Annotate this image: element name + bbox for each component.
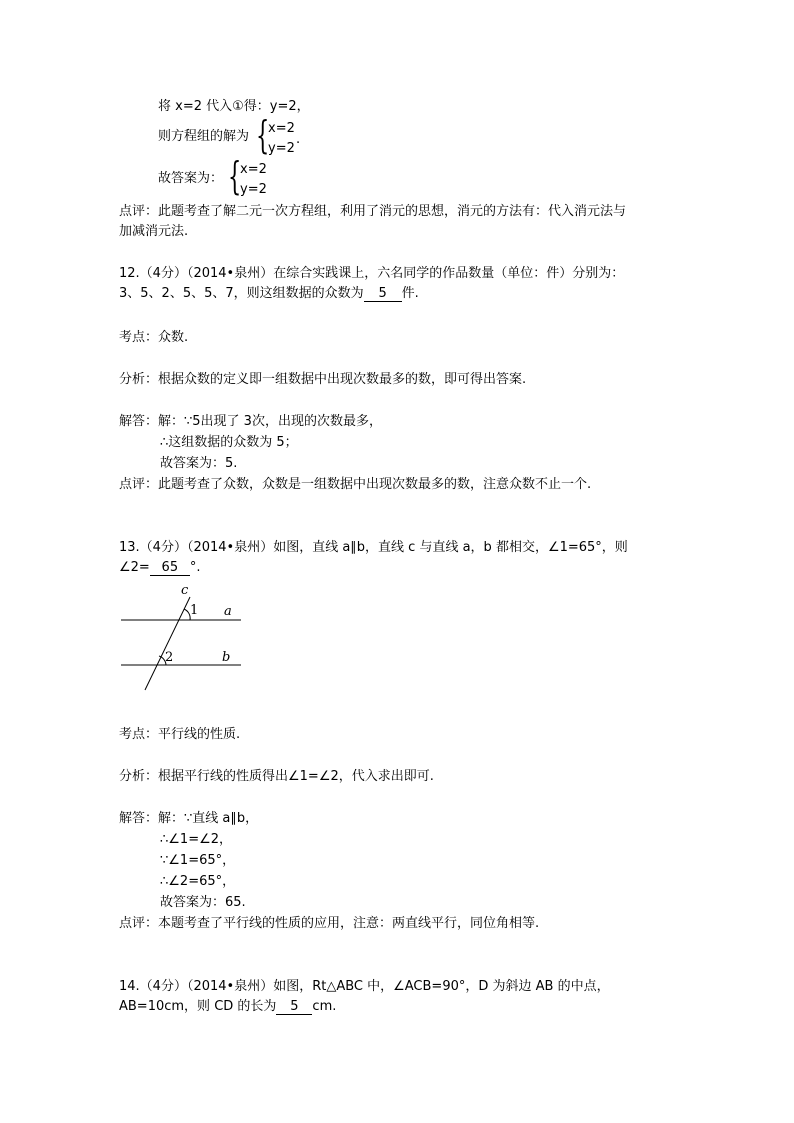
q11-answer-y: y=2 bbox=[240, 182, 267, 197]
left-brace-icon: { bbox=[228, 154, 242, 198]
q12-jieda-line2: ∴这组数据的众数为 5； bbox=[160, 435, 298, 450]
q11-solution-end: . bbox=[296, 132, 301, 147]
q11-solution-y: y=2 bbox=[268, 141, 295, 156]
q13-jieda-line4: ∴∠2=65°， bbox=[160, 874, 236, 889]
q14-question-line2 bbox=[119, 998, 336, 1016]
q13-kaodian: 考点：平行线的性质. bbox=[119, 727, 241, 742]
q11-answer-prefix: 故答案为： bbox=[158, 171, 224, 186]
q13-line2-end: °. bbox=[189, 560, 201, 575]
q11-comment-line2: 加减消元法. bbox=[119, 224, 189, 239]
q14-question-line1: 14.（4分）（2014•泉州）如图，Rt△ABC 中，∠ACB=90°，D 为斜边 AB 的中点， bbox=[119, 979, 610, 994]
q12-kaodian: 考点：众数. bbox=[119, 330, 189, 345]
q12-fenxi: 分析：根据众数的定义即一组数据中出现次数最多的数，即可得出答案. bbox=[119, 372, 527, 387]
q13-comment: 点评：本题考查了平行线的性质的应用，注意：两直线平行，同位角相等. bbox=[119, 916, 540, 931]
q13-jieda-line5: 故答案为：65. bbox=[160, 895, 246, 910]
q13-jieda-line2: ∴∠1=∠2， bbox=[160, 832, 233, 847]
q13-jieda-line3: ∵∠1=65°， bbox=[160, 853, 236, 868]
q13-question-line1: 13.（4分）（2014•泉州）如图，直线 a∥b，直线 c 与直线 a，b 都相交，∠1=65°，则 bbox=[119, 540, 628, 555]
left-brace-icon: { bbox=[256, 113, 270, 157]
q12-comment: 点评：此题考查了众数，众数是一组数据中出现次数最多的数，注意众数不止一个. bbox=[119, 477, 592, 492]
q13-fenxi: 分析：根据平行线的性质得出∠1=∠2，代入求出即可. bbox=[119, 769, 434, 784]
q12-line2-end: 件. bbox=[401, 286, 419, 301]
q12-line2-text: 3、5、2、5、5、7，则这组数据的众数为 bbox=[119, 286, 364, 301]
label-2: 2 bbox=[165, 650, 174, 665]
q11-substitute-line: 将 x=2 代入①得：y=2， bbox=[158, 99, 310, 114]
q12-jieda-line3: 故答案为：5. bbox=[160, 456, 238, 471]
line-c bbox=[145, 597, 190, 690]
label-a: a bbox=[224, 604, 232, 619]
q14-line2-text: AB=10cm，则 CD 的长为 bbox=[119, 999, 277, 1014]
q14-line2-end: cm. bbox=[312, 999, 337, 1014]
label-b: b bbox=[222, 650, 231, 665]
label-c: c bbox=[181, 583, 189, 598]
q12-jieda-line1: 解答：解：∵5出现了 3次，出现的次数最多， bbox=[119, 414, 382, 429]
q14-answer-blank: 5 bbox=[276, 999, 312, 1015]
q12-question-line1: 12.（4分）（2014•泉州）在综合实践课上，六名同学的作品数量（单位：件）分别为： bbox=[119, 266, 625, 281]
q11-solution-prefix: 则方程组的解为 bbox=[158, 129, 250, 144]
q11-solution-x: x=2 bbox=[268, 121, 295, 136]
q13-jieda-line1: 解答：解：∵直线 a∥b， bbox=[119, 811, 259, 826]
label-1: 1 bbox=[190, 603, 199, 618]
q12-answer-blank: 5 bbox=[364, 286, 402, 302]
q11-comment-line1: 点评：此题考查了解二元一次方程组，利用了消元的思想，消元的方法有：代入消元法与 bbox=[119, 204, 627, 219]
q11-answer-x: x=2 bbox=[240, 162, 267, 177]
q13-line2-text: ∠2= bbox=[119, 560, 150, 575]
q13-answer-blank: 65 bbox=[150, 560, 190, 576]
